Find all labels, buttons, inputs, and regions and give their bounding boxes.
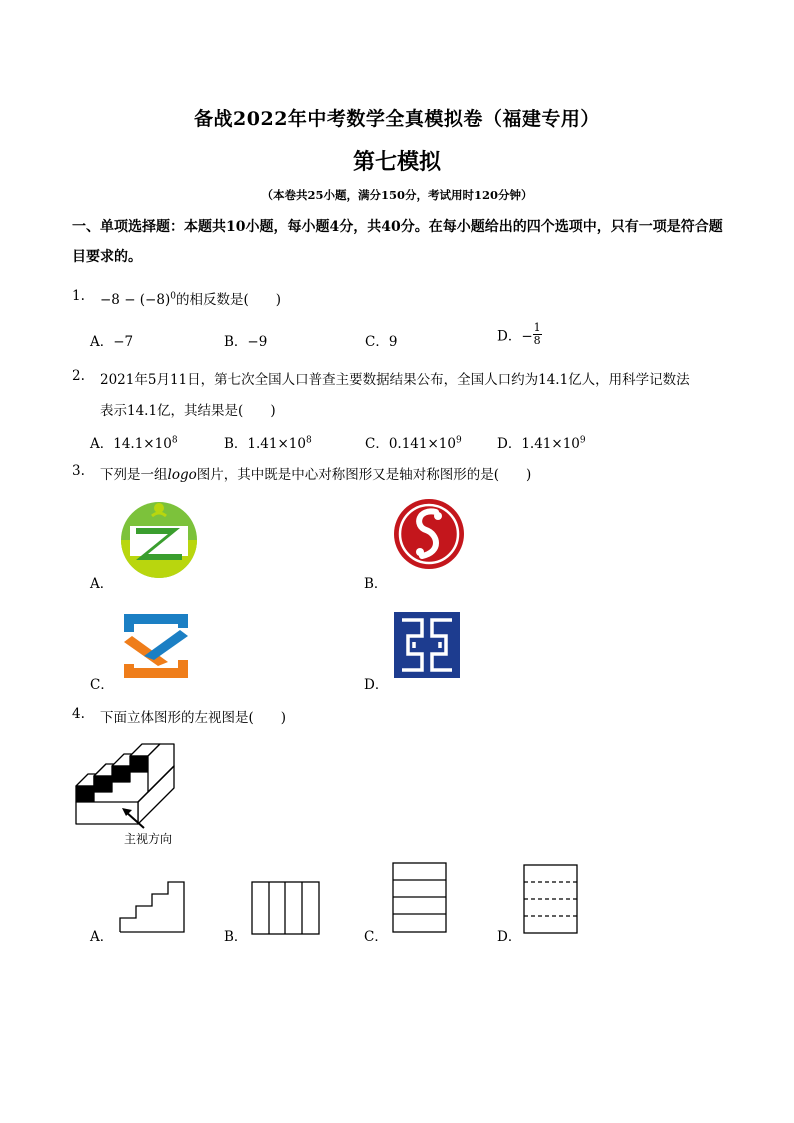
q1-stem-expr: −8 − (−8) — [100, 292, 171, 308]
q1-option-d — [497, 322, 542, 347]
q1-stem-exponent: 0 — [170, 291, 176, 302]
q2-option-a-exp: 8 — [171, 435, 178, 446]
page-subtitle: 第七模拟 — [352, 149, 441, 175]
q3-stem-b: 图片，其中既是中心对称图形又是轴对称图形的是( ) — [196, 467, 532, 483]
q1-option-b: B．−9 — [224, 334, 268, 350]
q4-option-d: D． — [497, 929, 522, 945]
q3-stem-logo: logo — [167, 467, 197, 483]
q4-option-b: B． — [224, 929, 248, 945]
q2-option-d-text: D．1.41×10 — [497, 436, 580, 452]
q2-number: 2. — [72, 368, 85, 384]
q3-option-b: B． — [364, 576, 388, 592]
q2-option-c-exp: 9 — [455, 435, 462, 446]
q3-option-d: D． — [364, 677, 389, 693]
q2-option-a-text: A．14.1×10 — [90, 436, 172, 452]
q4-option-c: C． — [364, 929, 388, 945]
q4-number: 4. — [72, 706, 85, 722]
q2-option-b — [224, 432, 312, 452]
q1-stem-text: 的相反数是( ) — [175, 292, 282, 308]
logo-b-image — [392, 494, 466, 574]
q3-option-a: A． — [90, 576, 114, 592]
q3-number: 3. — [72, 463, 85, 479]
view-direction-caption: 主视方向 — [124, 832, 173, 846]
q1-fraction-denominator: 8 — [533, 334, 541, 347]
q2-option-b-text: B．1.41×10 — [224, 436, 306, 452]
q4-option-d-figure — [523, 864, 579, 936]
q4-option-c-figure — [392, 862, 448, 934]
q2-option-a — [90, 432, 178, 452]
q1-option-d-fraction — [533, 322, 542, 347]
section-1-instructions: 一、单项选择题：本题共10小题，每小题4分，共40分。在每小题给出的四个选项中，只有一项是符合题目要求的。 — [72, 219, 723, 265]
q2-option-c — [365, 432, 462, 452]
q2-option-d — [497, 432, 586, 452]
logo-d-image — [394, 612, 460, 678]
q4-option-b-figure — [251, 880, 321, 936]
q1-stem — [100, 288, 281, 308]
q3-option-c: C． — [90, 677, 114, 693]
q3-stem — [100, 463, 531, 483]
q2-option-c-text: C．0.141×10 — [365, 436, 456, 452]
q3-stem-a: 下列是一组 — [100, 467, 168, 483]
q4-option-a-figure — [118, 878, 188, 934]
q2-stem-line2: 表示14.1亿，其结果是( ) — [100, 403, 276, 419]
logo-c-image — [118, 610, 194, 682]
exam-note: （本卷共25小题，满分150分，考试用时120分钟） — [261, 188, 533, 202]
q4-stem: 下面立体图形的左视图是( ) — [100, 710, 287, 726]
q1-fraction-numerator: 1 — [533, 321, 541, 334]
q1-number: 1. — [72, 288, 85, 304]
q1-option-c: C．9 — [365, 334, 398, 350]
q2-option-d-exp: 9 — [579, 435, 586, 446]
q1-option-a: A．−7 — [90, 334, 134, 350]
q2-option-b-exp: 8 — [305, 435, 312, 446]
q4-option-a: A． — [90, 929, 114, 945]
staircase-3d-figure — [74, 740, 184, 832]
q2-stem-line1: 2021年5月11日，第七次全国人口普查主要数据结果公布，全国人口约为14.1亿人，用科学记数法 — [100, 372, 690, 388]
q1-option-d-label: D．− — [497, 328, 533, 345]
page-title: 备战2022年中考数学全真模拟卷（福建专用） — [194, 108, 600, 130]
logo-a-image — [118, 496, 200, 582]
